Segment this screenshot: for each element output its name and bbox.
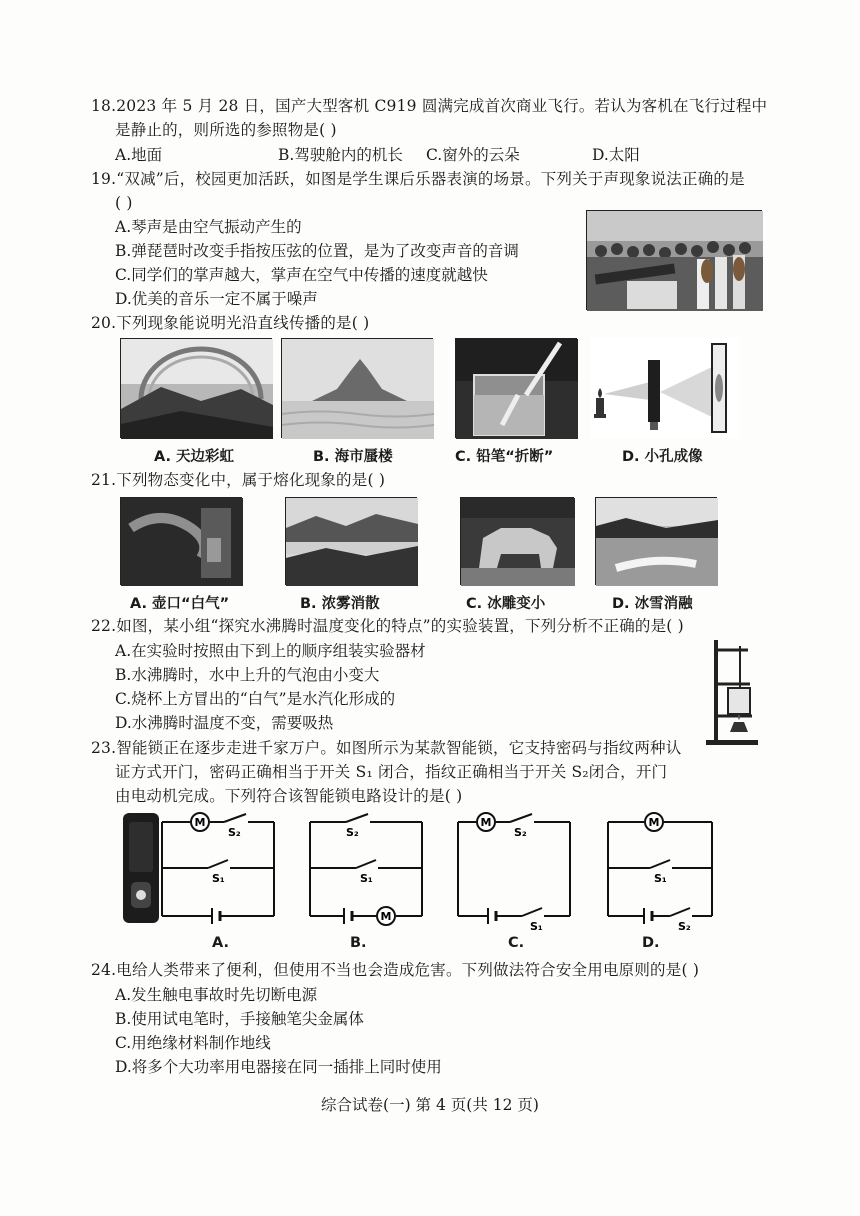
q19-stem-line1: 19.“双减”后，校园更加活跃，如图是学生课后乐器表演的场景。下列关于声现象说法正确的是 bbox=[91, 170, 745, 188]
motor-label: M bbox=[648, 816, 660, 829]
motor-label: M bbox=[480, 816, 492, 829]
concert-photo bbox=[586, 210, 762, 310]
q24-stem: 24.电给人类带来了便利，但使用不当也会造成危害。下列做法符合安全用电原则的是( ) bbox=[91, 961, 700, 979]
kettle-steam-photo bbox=[120, 497, 242, 585]
q23-stem-line1: 23.智能锁正在逐步走进千家万户。如图所示为某款智能锁，它支持密码与指纹两种认 bbox=[91, 739, 682, 757]
q19-option-b: B.弹琵琶时改变手指按压弦的位置，是为了改变声音的音调 bbox=[115, 242, 519, 260]
q23-stem-line2: 证方式开门，密码正确相当于开关 S₁ 闭合，指纹正确相当于开关 S₂闭合，开门 bbox=[115, 763, 668, 781]
fog-photo bbox=[285, 497, 417, 585]
circuit-c bbox=[458, 812, 576, 933]
q23-caption-a: A. bbox=[212, 935, 229, 951]
q20-caption-a: A. 天边彩虹 bbox=[154, 449, 235, 465]
q20-caption-c: C. 铅笔“折断” bbox=[455, 449, 554, 465]
q20-caption-b: B. 海市蜃楼 bbox=[313, 449, 393, 465]
q21-stem: 21.下列物态变化中，属于熔化现象的是( ) bbox=[91, 471, 386, 489]
q21-caption-c: C. 冰雕变小 bbox=[466, 596, 546, 612]
q23-caption-d: D. bbox=[642, 935, 660, 951]
q24-option-c: C.用绝缘材料制作地线 bbox=[115, 1034, 271, 1052]
s1-label: S₁ bbox=[654, 872, 667, 885]
q20-caption-d: D. 小孔成像 bbox=[622, 449, 703, 465]
q24-option-a: A.发生触电事故时先切断电源 bbox=[115, 986, 318, 1004]
boiling-apparatus-diagram bbox=[702, 636, 762, 748]
circuit-b bbox=[310, 812, 428, 922]
q23-caption-c: C. bbox=[508, 935, 525, 951]
circuit-a bbox=[162, 812, 280, 922]
q23-stem-line3: 由电动机完成。下列符合该智能锁电路设计的是( ) bbox=[115, 787, 463, 805]
ice-sculpture-photo bbox=[460, 497, 574, 585]
q22-option-c: C.烧杯上方冒出的“白气”是水汽化形成的 bbox=[115, 690, 396, 708]
motor-label: M bbox=[380, 910, 392, 923]
q22-option-d: D.水沸腾时温度不变，需要吸热 bbox=[115, 714, 334, 732]
s1-label: S₁ bbox=[530, 920, 543, 933]
s2-label: S₂ bbox=[514, 826, 527, 839]
q20-stem: 20.下列现象能说明光沿直线传播的是( ) bbox=[91, 314, 370, 332]
s2-label: S₂ bbox=[678, 920, 691, 933]
q18-option-c: C.窗外的云朵 bbox=[426, 146, 520, 164]
circuit-d bbox=[608, 812, 726, 933]
q18-option-d: D.太阳 bbox=[592, 146, 640, 164]
snow-melt-photo bbox=[595, 497, 717, 585]
s1-label: S₁ bbox=[360, 872, 373, 885]
pencil-photo bbox=[455, 338, 577, 438]
q24-option-b: B.使用试电笔时，手接触笔尖金属体 bbox=[115, 1010, 364, 1028]
q21-caption-a: A. 壶口“白气” bbox=[130, 596, 230, 612]
q18-option-a: A.地面 bbox=[115, 146, 163, 164]
mirage-photo bbox=[281, 338, 433, 438]
page-footer: 综合试卷(一) 第 4 页(共 12 页) bbox=[321, 1096, 539, 1114]
q18-stem-line1: 18.2023 年 5 月 28 日，国产大型客机 C919 圆满完成首次商业飞行。若认为客机在飞行过程中 bbox=[91, 97, 768, 115]
q19-stem-line2: ( ) bbox=[115, 194, 133, 212]
q21-caption-d: D. 冰雪消融 bbox=[612, 596, 693, 612]
q22-option-a: A.在实验时按照由下到上的顺序组装实验器材 bbox=[115, 642, 426, 660]
q19-option-a: A.琴声是由空气振动产生的 bbox=[115, 218, 302, 236]
q19-option-d: D.优美的音乐一定不属于噪声 bbox=[115, 290, 318, 308]
q19-option-c: C.同学们的掌声越大，掌声在空气中传播的速度就越快 bbox=[115, 266, 488, 284]
q18-stem-line2: 是静止的，则所选的参照物是( ) bbox=[115, 121, 337, 139]
smart-lock-photo bbox=[122, 812, 160, 924]
s2-label: S₂ bbox=[228, 826, 241, 839]
q22-stem: 22.如图，某小组“探究水沸腾时温度变化的特点”的实验装置，下列分析不正确的是( ) bbox=[91, 617, 684, 635]
q18-option-b: B.驾驶舱内的机长 bbox=[278, 146, 403, 164]
q21-caption-b: B. 浓雾消散 bbox=[300, 596, 380, 612]
s1-label: S₁ bbox=[212, 872, 225, 885]
motor-label: M bbox=[194, 816, 206, 829]
pinhole-diagram bbox=[590, 338, 740, 438]
rainbow-photo bbox=[120, 338, 272, 438]
s2-label: S₂ bbox=[346, 826, 359, 839]
q23-caption-b: B. bbox=[350, 935, 367, 951]
q22-option-b: B.水沸腾时，水中上升的气泡由小变大 bbox=[115, 666, 380, 684]
q24-option-d: D.将多个大功率用电器接在同一插排上同时使用 bbox=[115, 1058, 442, 1076]
